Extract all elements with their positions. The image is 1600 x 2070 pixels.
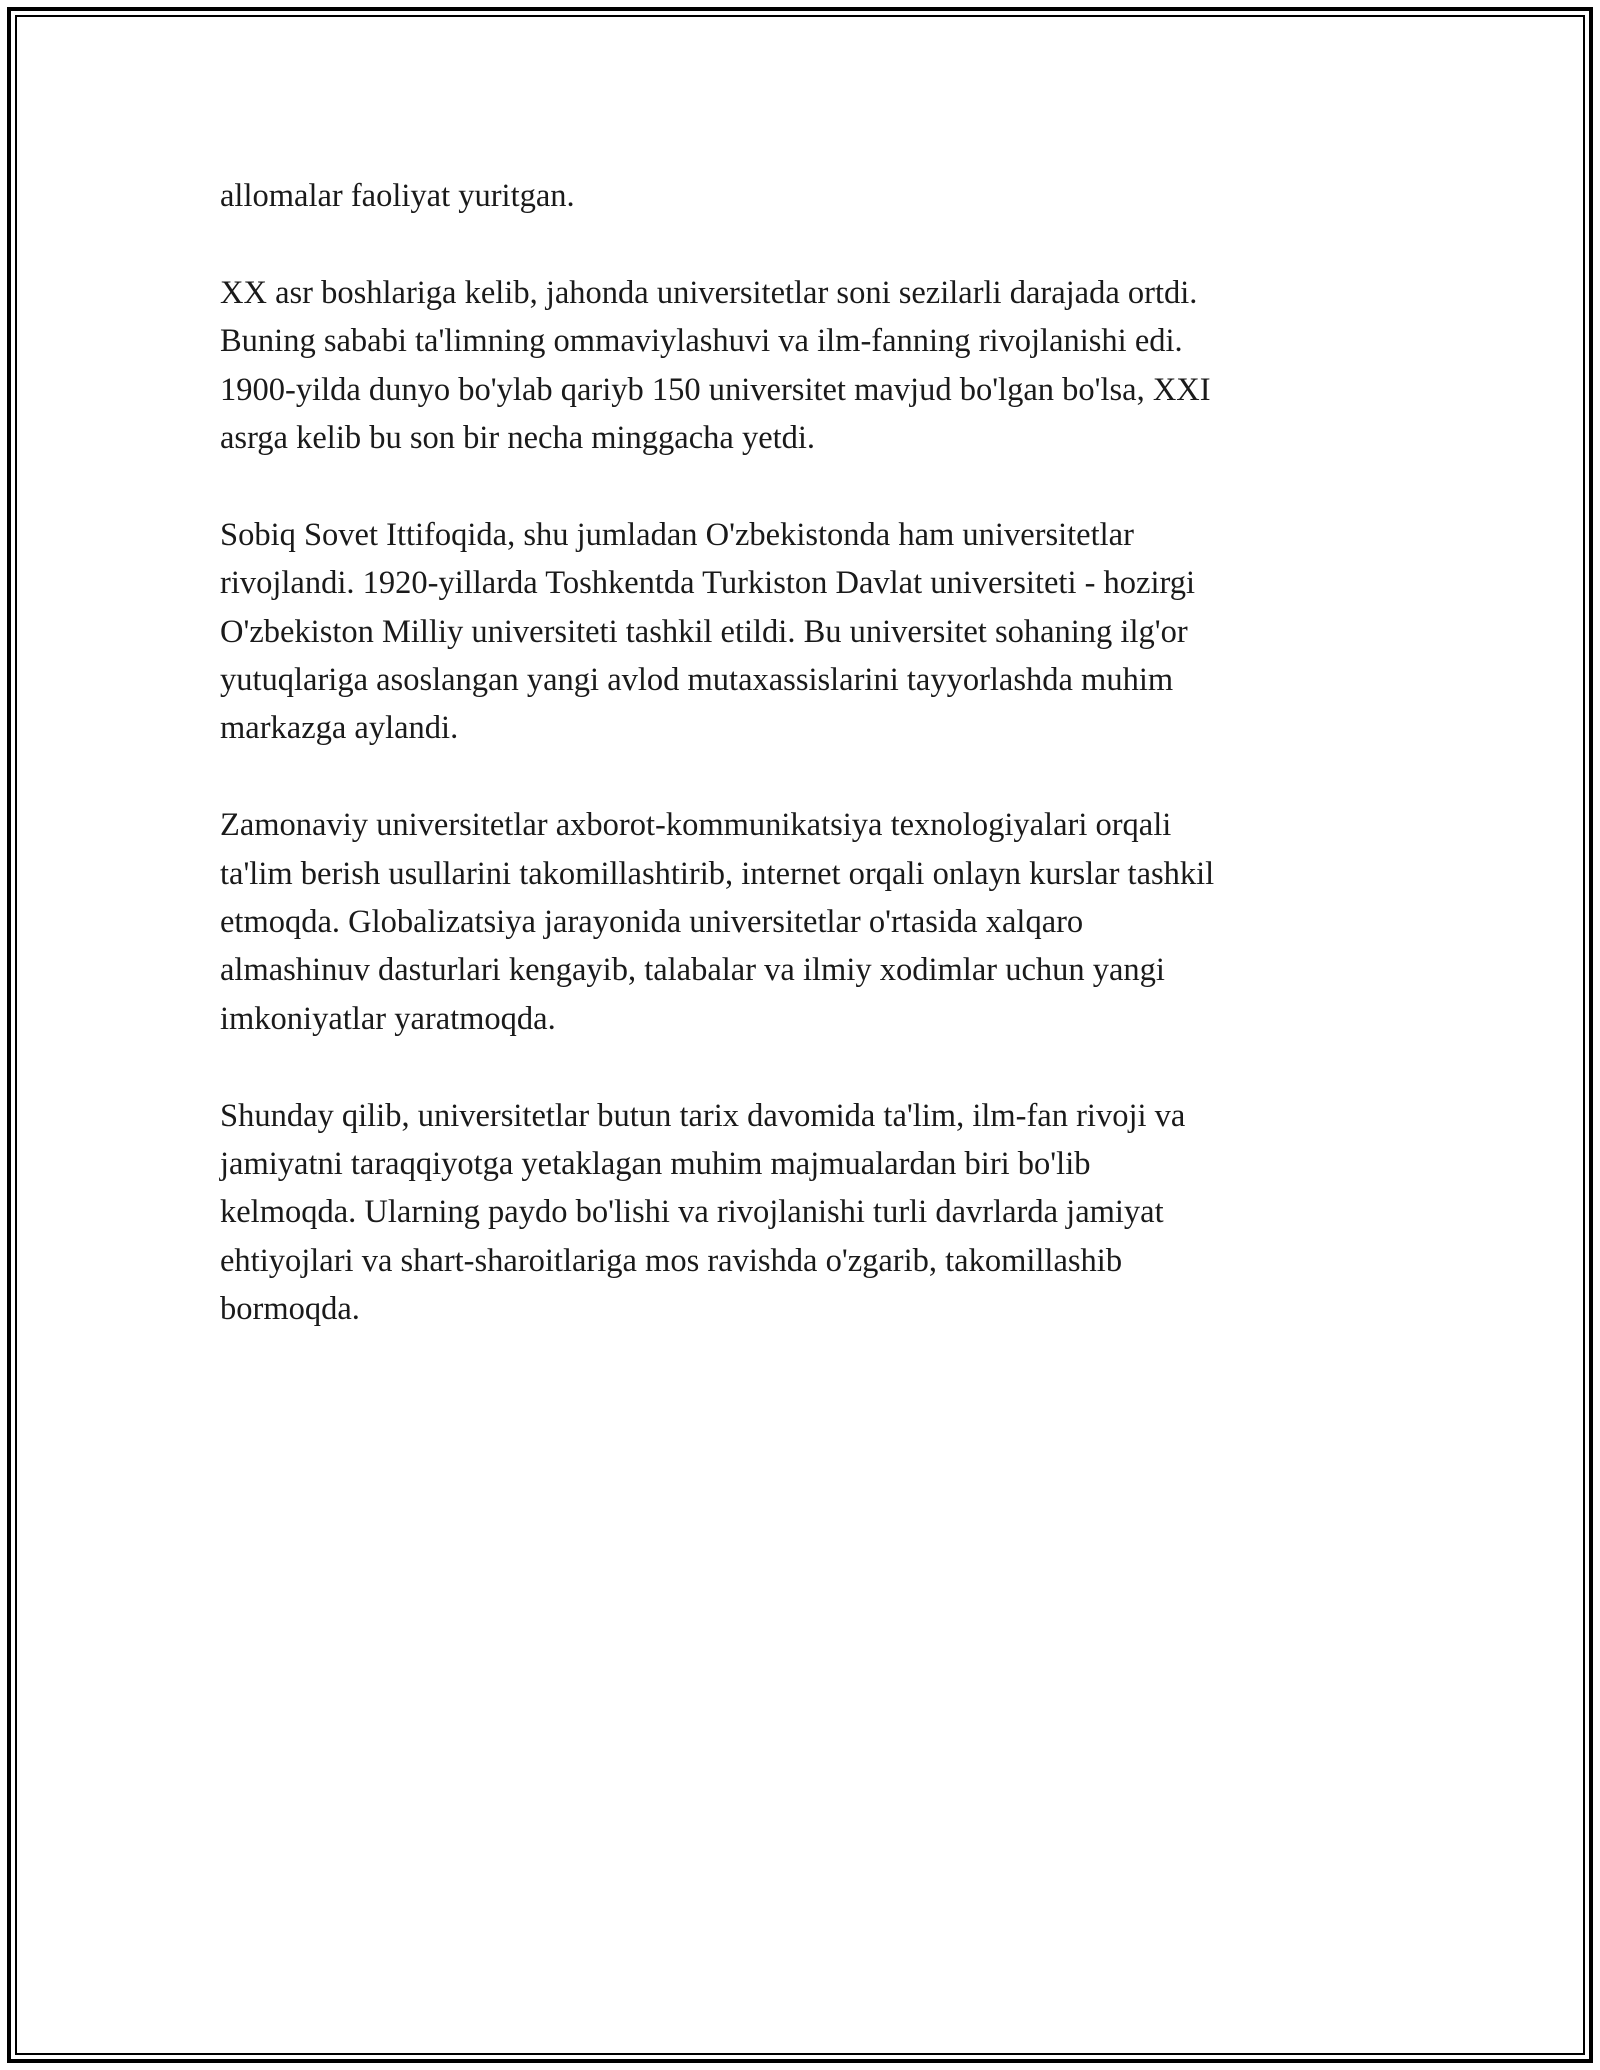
text-line: Sobiq Sovet Ittifoqida, shu jumladan O'zbekistonda ham universitetlar (220, 516, 1134, 553)
paragraph-2 (220, 269, 1370, 463)
paragraph-4 (220, 801, 1370, 1043)
paragraph-1 (220, 172, 1370, 220)
text-line: jamiyatni taraqqiyotga yetaklagan muhim majmualardan biri bo'lib (220, 1146, 1091, 1183)
text-line: almashinuv dasturlari kengayib, talabalar va ilmiy xodimlar uchun yangi (220, 952, 1165, 989)
text-line: Zamonaviy universitetlar axborot-kommunikatsiya texnologiyalari orqali (220, 807, 1172, 844)
document-body (220, 172, 1370, 1382)
paragraph-3 (220, 511, 1370, 753)
text-line: XX asr boshlariga kelib, jahonda universitetlar soni sezilarli darajada ortdi. (220, 274, 1198, 311)
text-line: yutuqlariga asoslangan yangi avlod mutaxassislarini tayyorlashda muhim (220, 662, 1174, 699)
text-line: O'zbekiston Milliy universiteti tashkil etildi. Bu universitet sohaning ilg'or (220, 613, 1188, 650)
text-line: bormoqda. (220, 1291, 360, 1328)
text-line: Shunday qilib, universitetlar butun tarix davomida ta'lim, ilm-fan rivoji va (220, 1097, 1186, 1134)
text-line: 1900-yilda dunyo bo'ylab qariyb 150 universitet mavjud bo'lgan bo'lsa, XXI (220, 371, 1211, 408)
text-line: Buning sababi ta'limning ommaviylashuvi va ilm-fanning rivojlanishi edi. (220, 323, 1183, 360)
text-line: asrga kelib bu son bir necha minggacha yetdi. (220, 420, 816, 457)
text-line: etmoqda. Globalizatsiya jarayonida universitetlar o'rtasida xalqaro (220, 904, 1084, 941)
text-line: kelmoqda. Ularning paydo bo'lishi va rivojlanishi turli davrlarda jamiyat (220, 1194, 1164, 1231)
text-line: imkoniyatlar yaratmoqda. (220, 1000, 556, 1037)
text-line: allomalar faoliyat yuritgan. (220, 178, 575, 214)
text-line: ta'lim berish usullarini takomillashtirib, internet orqali onlayn kurslar tashkil (220, 855, 1215, 892)
text-line: rivojlandi. 1920-yillarda Toshkentda Turkiston Davlat universiteti - hozirgi (220, 565, 1196, 602)
paragraph-5 (220, 1092, 1370, 1334)
text-line: ehtiyojlari va shart-sharoitlariga mos ravishda o'zgarib, takomillashib (220, 1242, 1123, 1279)
text-line: markazga aylandi. (220, 710, 459, 747)
